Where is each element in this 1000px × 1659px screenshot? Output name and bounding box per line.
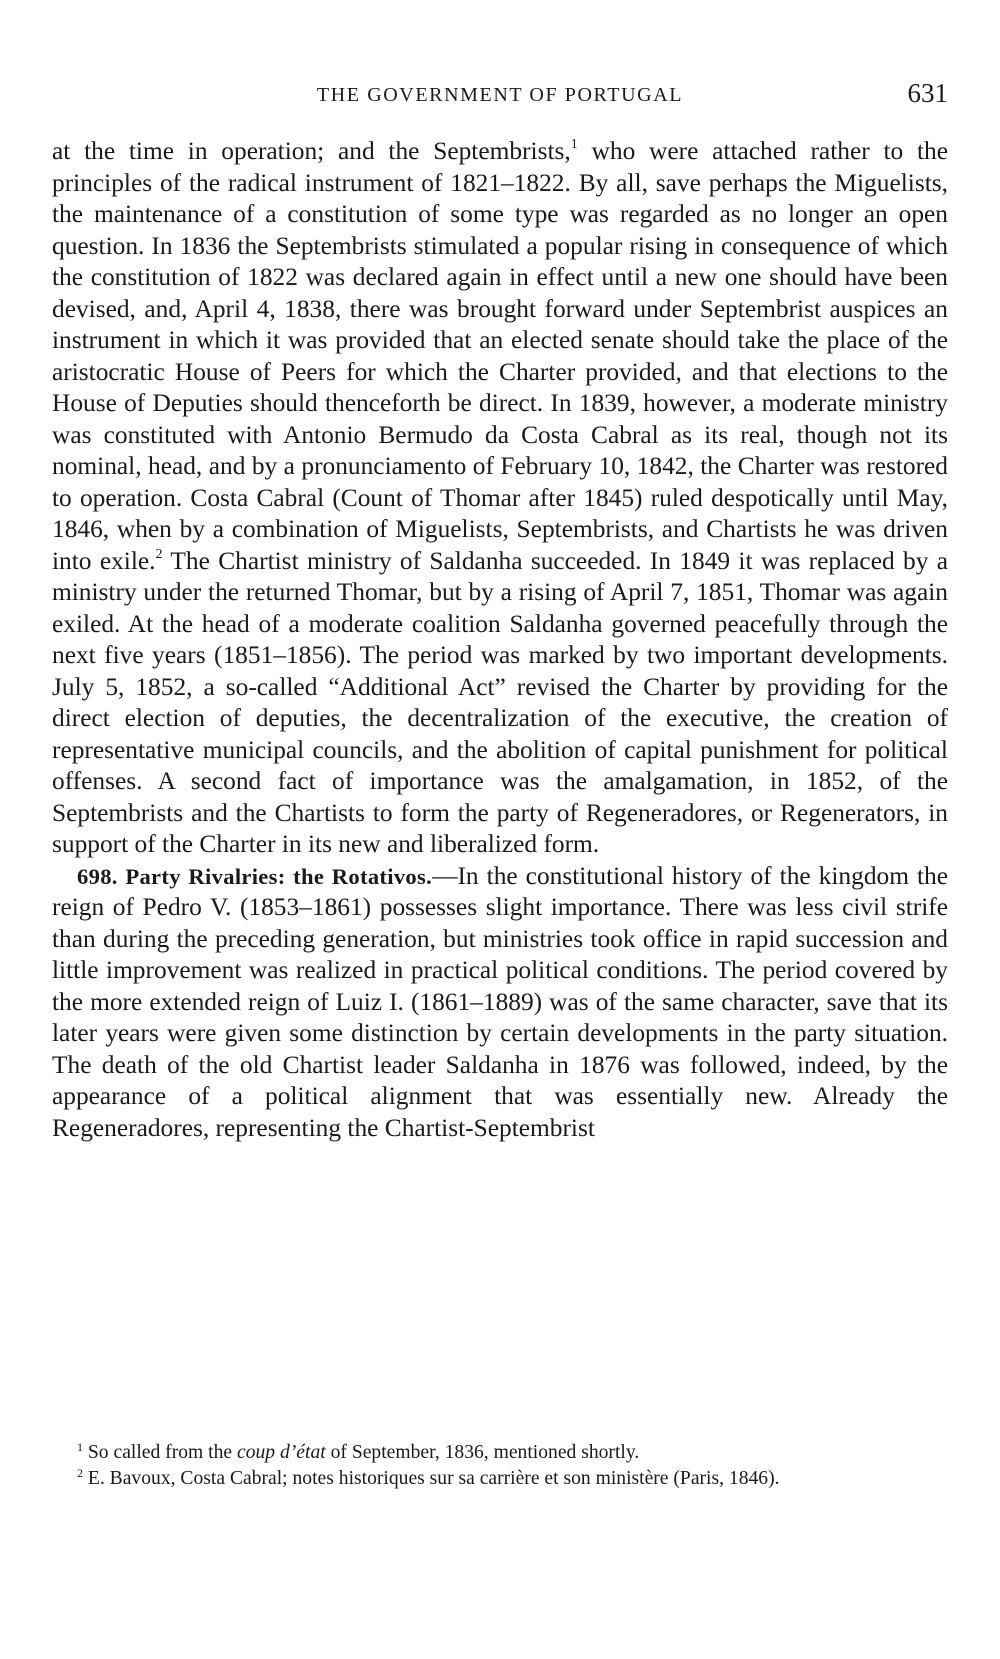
footnote-ref-2: 2 xyxy=(155,546,163,562)
footnote-number: 1 xyxy=(77,1440,83,1454)
paragraph-text: —In the constitutional history of the kingdom the reign of Pedro V. (1853–1861) possesses slight importance. There was less civil strife than during the preceding generation, but ministries took office in rapid succession and little improvement was realized in practical political conditions. The period covered by the more extended reign of Luiz I. (1861–1889) was of the same character, save that its later years were given some distinction by certain developments in the party situation. The death of the old Chartist leader Saldanha in 1876 was followed, indeed, by the appearance of a political alignment that was essentially new. Already the Regeneradores, representing the Chartist-Septembrist xyxy=(52,861,948,1142)
paragraph-continued xyxy=(52,136,948,861)
footnote-text: So called from the xyxy=(83,1442,237,1463)
footnote-1 xyxy=(52,1440,948,1466)
footnote-ref-1: 1 xyxy=(570,137,578,152)
footnote-2 xyxy=(52,1466,948,1492)
running-title: THE GOVERNMENT OF PORTUGAL xyxy=(316,84,684,106)
paragraph-text: The Chartist ministry of Saldanha succeeded. In 1849 it was replaced by a ministry under the returned Thomar, but by a rising of April 7, 1851, Thomar was again exiled. At the head of a moderate coalition Saldanha governed peacefully through the next five years (1851–1856). The period was marked by two important developments. July 5, 1852, a so-called “Additional Act” revised the Charter by providing for the direct election of deputies, the decentralization of the executive, the creation of representative municipal councils, and the abolition of capital punishment for political offenses. A second fact of importance was the amalgamation, in 1852, of the Septembrists and the Chartists to form the party of Regeneradores, or Regenerators, in support of the Charter in its new and liberalized form. xyxy=(52,546,948,858)
section-paragraph xyxy=(52,861,948,1145)
book-page xyxy=(52,0,948,1659)
page-number: 631 xyxy=(907,78,948,108)
paragraph-text: at the time in operation; and the Septembrists, xyxy=(52,137,571,165)
paragraph-text: who were attached rather to the principles of the radical instrument of 1821–1822. By all, save perhaps the Miguelists, the maintenance of a constitution of some type was regarded as no longer an open question. In 1836 the Septembrists stimulated a popular rising in consequence of which the constitution of 1822 was declared again in effect until a new one should have been devised, and, April 4, 1838, there was brought forward under Septembrist auspices an instrument in which it was provided that an elected senate should take the place of the aristocratic House of Peers for which the Charter provided, and that elections to the House of Deputies should thenceforth be direct. In 1839, however, a moderate ministry was constituted with Antonio Bermudo da Costa Cabral as its real, though not its nominal, head, and by a pronunciamento of February 10, 1842, the Charter was restored to operation. Costa Cabral (Count of Thomar after 1845) ruled despotically until May, 1846, when by a combination of Miguelists, Septembrists, and Chartists he was driven into exile. xyxy=(52,137,948,575)
body-text xyxy=(52,136,948,1144)
footnote-text: of September, 1836, mentioned shortly. xyxy=(325,1442,640,1463)
footnote-number: 2 xyxy=(77,1466,83,1480)
footnotes xyxy=(52,1440,948,1492)
section-heading: 698. Party Rivalries: the Rotativos. xyxy=(77,863,433,889)
footnote-italic: coup d’état xyxy=(237,1442,326,1463)
footnote-text: E. Bavoux, Costa Cabral; notes historiques sur sa carrière et son ministère (Paris, 1846). xyxy=(83,1468,780,1489)
running-head xyxy=(52,78,948,112)
